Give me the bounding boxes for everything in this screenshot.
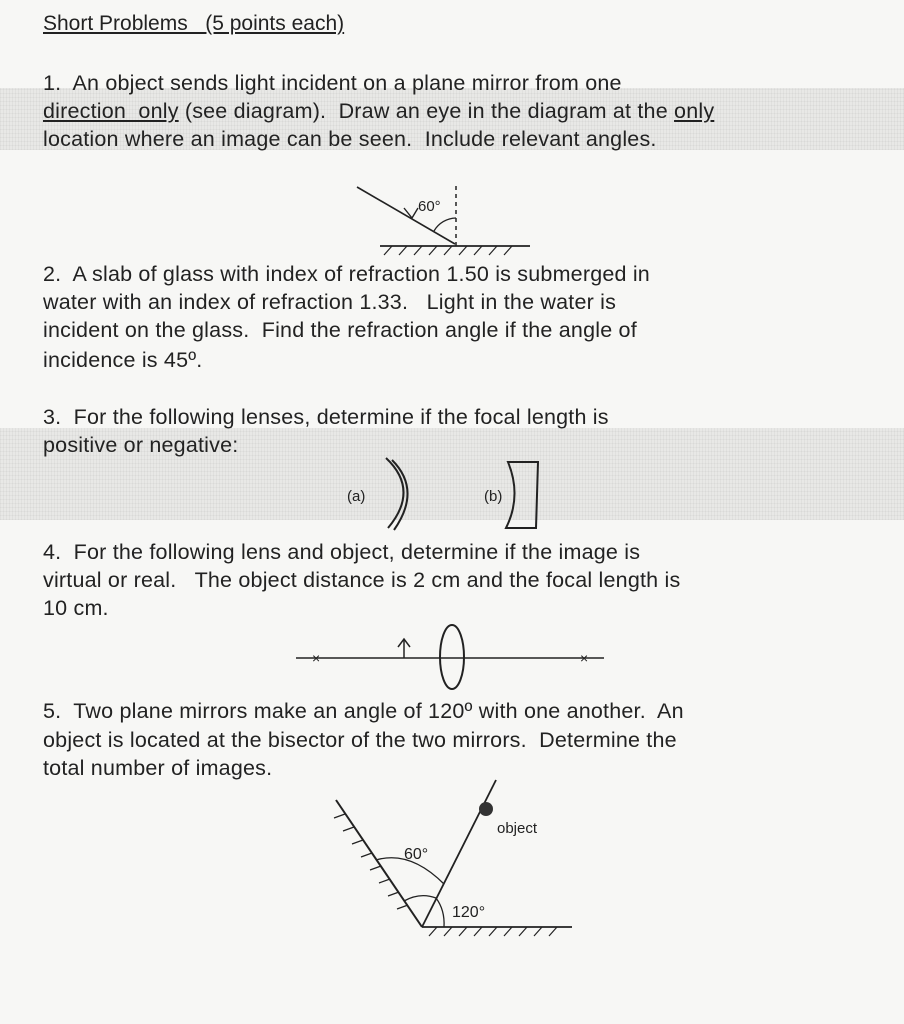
ray-arrowhead	[404, 208, 418, 218]
underlined-only: only	[674, 99, 715, 123]
problem-1-line-1: 1. An object sends light incident on a plane mirror from one	[43, 71, 622, 95]
problem-1-line-3: location where an image can be seen. Include relevant angles.	[43, 127, 657, 151]
problem-1-line-2-text: (see diagram). Draw an eye in the diagram at the	[178, 99, 675, 123]
problem-4-line-1: 4. For the following lens and object, determine if the image is	[43, 540, 641, 564]
problem-2-line-1: 2. A slab of glass with index of refraction 1.50 is submerged in	[43, 262, 650, 286]
problem-2-line-2: water with an index of refraction 1.33. Light in the water is	[43, 290, 617, 314]
lens-b	[506, 462, 538, 528]
angle-arc	[434, 218, 456, 231]
problem-5-line-3: total number of images.	[43, 756, 273, 780]
lens-a-label: (a)	[347, 488, 366, 505]
focal-point-right: ×	[580, 650, 589, 666]
problem-5-line-1: 5. Two plane mirrors make an angle of 120º with one another. An	[43, 699, 684, 723]
problem-2-line-3: incident on the glass. Find the refraction angle if the angle of	[43, 318, 637, 342]
angle-120-label: 120°	[452, 904, 486, 921]
problem-2-line-4: incidence is 45º.	[43, 348, 203, 372]
focal-point-left: ×	[312, 650, 321, 666]
angle-60-label: 60°	[418, 198, 441, 215]
angle-60-label-mirrors: 60°	[404, 846, 429, 863]
lens-a	[386, 458, 408, 530]
lens-b-label: (b)	[484, 488, 503, 505]
bottom-mirror-hatching	[429, 927, 557, 936]
problem-3-line-2: positive or negative:	[43, 433, 239, 457]
left-mirror	[336, 800, 422, 927]
section-heading: Short Problems (5 points each)	[43, 12, 345, 35]
object-label: object	[497, 820, 538, 837]
left-mirror-hatching	[334, 814, 408, 909]
object-dot	[479, 802, 493, 816]
problem-4-line-3: 10 cm.	[43, 596, 109, 620]
mirror-hatching	[384, 246, 512, 255]
problem-5-line-2: object is located at the bisector of the two mirrors. Determine the	[43, 728, 677, 752]
problem-3-line-1: 3. For the following lenses, determine if the focal length is	[43, 405, 609, 429]
converging-lens	[440, 625, 464, 689]
incident-ray	[357, 187, 455, 244]
problem-4-line-2: virtual or real. The object distance is 2 cm and the focal length is	[43, 568, 681, 592]
underlined-direction-only: direction only	[43, 99, 179, 123]
